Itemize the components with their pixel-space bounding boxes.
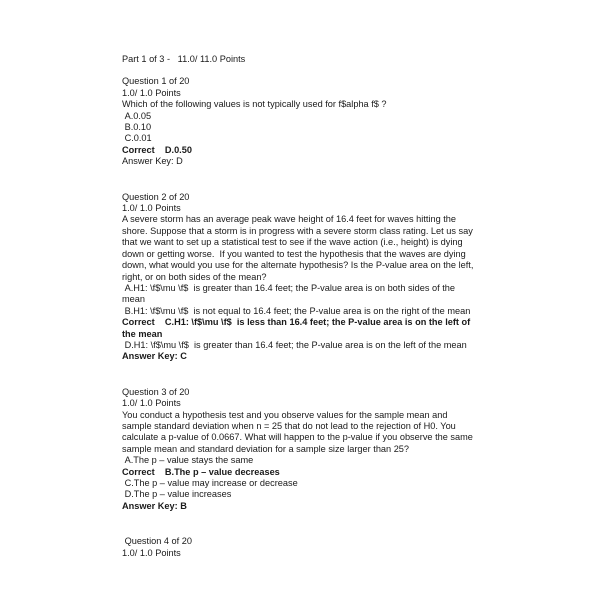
question-1-text: Which of the following values is not typically used for f$alpha f$ ? (122, 99, 387, 110)
question-4-points: 1.0/ 1.0 Points (122, 547, 181, 558)
question-2-option-b: B.H1: \f$\mu \f$ is not equal to 16.4 feet; the P-value area is on the right of the mean (122, 305, 471, 316)
question-2 (122, 192, 478, 363)
question-3-points: 1.0/ 1.0 Points (122, 398, 181, 409)
question-2-text: A severe storm has an average peak wave height of 16.4 feet for waves hitting the shore. Suppose that a storm is in progress with a severe storm class rating. Let us say that we want to set up a statistical test to see if the wave action (i.e., height) is dying down or getting worse. If you wanted to test the hypothesis that the waves are dying down, what would you use for the alternate hypothesis? Is the P-value area on the left, right, or on both sides of the mean? (122, 214, 476, 282)
question-1 (122, 76, 478, 167)
question-3-title: Question 3 of 20 (122, 386, 190, 397)
question-1-points: 1.0/ 1.0 Points (122, 87, 181, 98)
question-4 (122, 536, 478, 559)
question-3-correct: Correct B.The p – value decreases (122, 466, 280, 477)
question-3-text: You conduct a hypothesis test and you observe values for the sample mean and sample standard deviation when n = 25 that do not lead to the rejection of H0. You calculate a p-value of 0.0667. What will happen to the p-value if you observe the same sample mean and standard deviation for a sample size larger than 25? (122, 409, 476, 454)
question-3 (122, 387, 478, 512)
question-3-option-a: A.The p – value stays the same (122, 455, 254, 466)
question-2-points: 1.0/ 1.0 Points (122, 203, 181, 214)
question-1-title: Question 1 of 20 (122, 76, 190, 87)
question-2-option-d: D.H1: \f$\mu \f$ is greater than 16.4 feet; the P-value area is on the left of the mean (122, 339, 467, 350)
document-page (122, 54, 478, 559)
part-header: Part 1 of 3 - 11.0/ 11.0 Points (122, 54, 246, 64)
question-4-title: Question 4 of 20 (122, 536, 192, 547)
question-2-correct: Correct C.H1: \f$\mu \f$ is less than 16.4 feet; the P-value area is on the left of the mean (122, 317, 473, 339)
question-1-answer-key: Answer Key: D (122, 156, 183, 167)
question-3-option-c: C.The p – value may increase or decrease (122, 478, 298, 488)
question-1-option-b: B.0.10 (122, 122, 152, 133)
question-2-title: Question 2 of 20 (122, 191, 190, 202)
question-1-option-a: A.0.05 (122, 110, 152, 121)
question-1-correct: Correct D.0.50 (122, 144, 192, 155)
question-2-answer-key: Answer Key: C (122, 351, 187, 362)
question-3-option-d: D.The p – value increases (122, 489, 232, 500)
question-2-option-a: A.H1: \f$\mu \f$ is greater than 16.4 feet; the P-value area is on both sides of the mean (122, 282, 458, 305)
question-1-option-c: C.0.01 (122, 133, 152, 144)
question-3-answer-key: Answer Key: B (122, 500, 187, 511)
